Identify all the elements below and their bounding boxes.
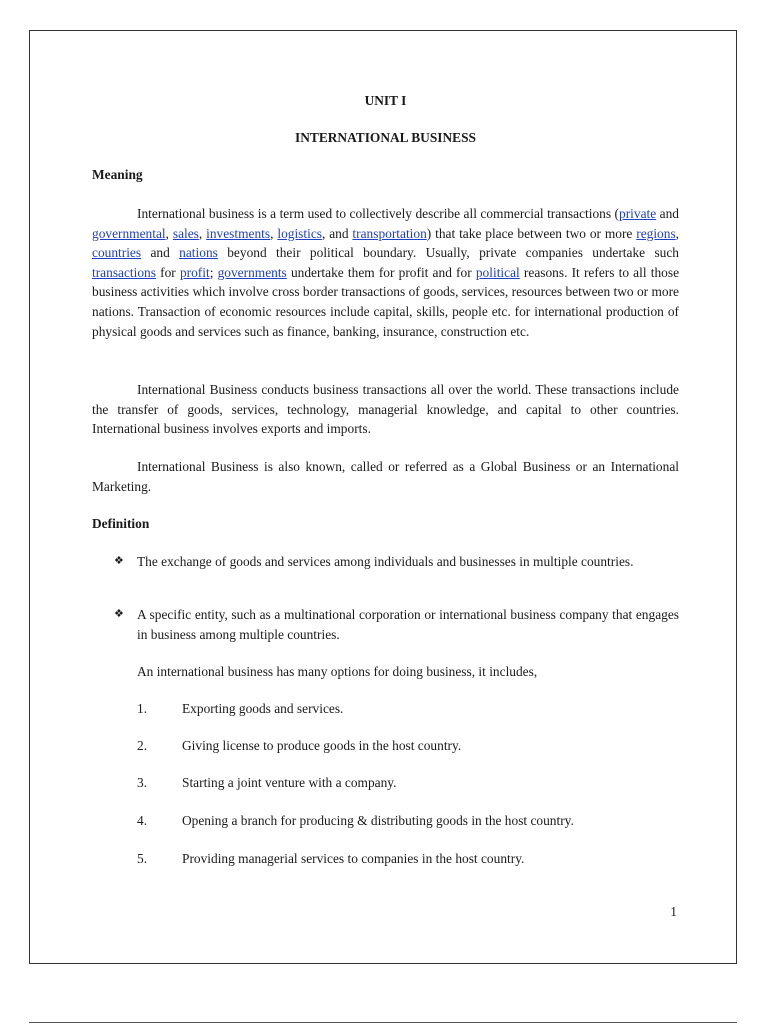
diamond-bullet-icon: ❖ xyxy=(114,608,124,620)
link-transportation[interactable]: transportation xyxy=(352,225,427,241)
unit-title: UNIT I xyxy=(364,93,407,108)
link-profit[interactable]: profit xyxy=(179,264,210,280)
link-governments[interactable]: governments xyxy=(217,264,287,280)
meaning-paragraph-1: International business is a term used to collectively describe all commercial transactions (private and governmental, sales, investments, logistics, and transportation) that take place between two or more regions, countries and nations beyond their political boundary. Usually, private companies undertake such transactions for profit; governments undertake them for profit and for political reasons. It refers to all those business activities which involve cross border transactions of goods, services, resources between two or more nations. Transaction of economic resources include capital, skills, people etc. for international production of physical goods and services such as finance, banking, insurance, construction etc. xyxy=(92,206,680,339)
meaning-heading: Meaning xyxy=(92,167,143,182)
link-governmental[interactable]: governmental xyxy=(92,225,166,241)
meaning-paragraph-2: International Business conducts business transactions all over the world. These transactions include the transfer of goods, services, technology, managerial knowledge, and capital to other countries. International business involves exports and imports. xyxy=(92,382,679,437)
link-logistics[interactable]: logistics xyxy=(277,225,322,241)
next-page-edge xyxy=(29,1022,737,1023)
diamond-bullet-icon: ❖ xyxy=(114,555,124,567)
document-title: INTERNATIONAL BUSINESS xyxy=(295,130,476,145)
link-transactions[interactable]: transactions xyxy=(92,264,156,280)
link-sales[interactable]: sales xyxy=(172,225,199,241)
link-private[interactable]: private xyxy=(619,206,657,221)
link-regions[interactable]: regions xyxy=(636,225,676,241)
link-nations[interactable]: nations xyxy=(179,245,218,261)
meaning-paragraph-3: International Business is also known, called or referred as a Global Business or an International Marketing. xyxy=(92,459,679,494)
options-intro: An international business has many options for doing business, it includes, xyxy=(137,664,538,679)
definition-heading: Definition xyxy=(92,516,150,531)
link-countries[interactable]: countries xyxy=(92,245,142,261)
link-political[interactable]: political xyxy=(475,264,520,280)
document-page: UNIT I INTERNATIONAL BUSINESS Meaning International business is a term used to collectively describe all commercial transactions (private and governmental, sales, investments, logistics, and transportation) that take place between two or more regions, countries and nations beyond their political boundary. Usually, private companies undertake such transactions for profit; governments undertake them for profit and for political reasons. It refers to all those business activities which involve cross border transactions of goods, services, resources between two or more nations. Transaction of economic resources include capital, skills, people etc. for international production of physical goods and services such as finance, banking, insurance, construction etc. International Business conducts business transactions all over the world. These transactions include the transfer of goods, services, technology, managerial knowledge, and capital to other countries. International business involves exports and imports. International Business is also known, called or referred as a Global Business or an International Marketing. Definition ❖ The exchange of goods and services among individuals and businesses in multiple countries. ❖ A specific entity, such as a multinational corporation or international business company that engages in business among multiple countries. An international business has many options for doing business, it includes, 1. Exporting goods and services. 2. Giving license to produce goods in the host country. 3. Starting a joint venture with a company. 4. Opening a branch for producing & distributing goods in the host country. 5. Providing managerial services to companies in the host country. 1 xyxy=(29,30,737,964)
link-investments[interactable]: investments xyxy=(206,225,271,241)
page-number: 1 xyxy=(670,904,677,919)
